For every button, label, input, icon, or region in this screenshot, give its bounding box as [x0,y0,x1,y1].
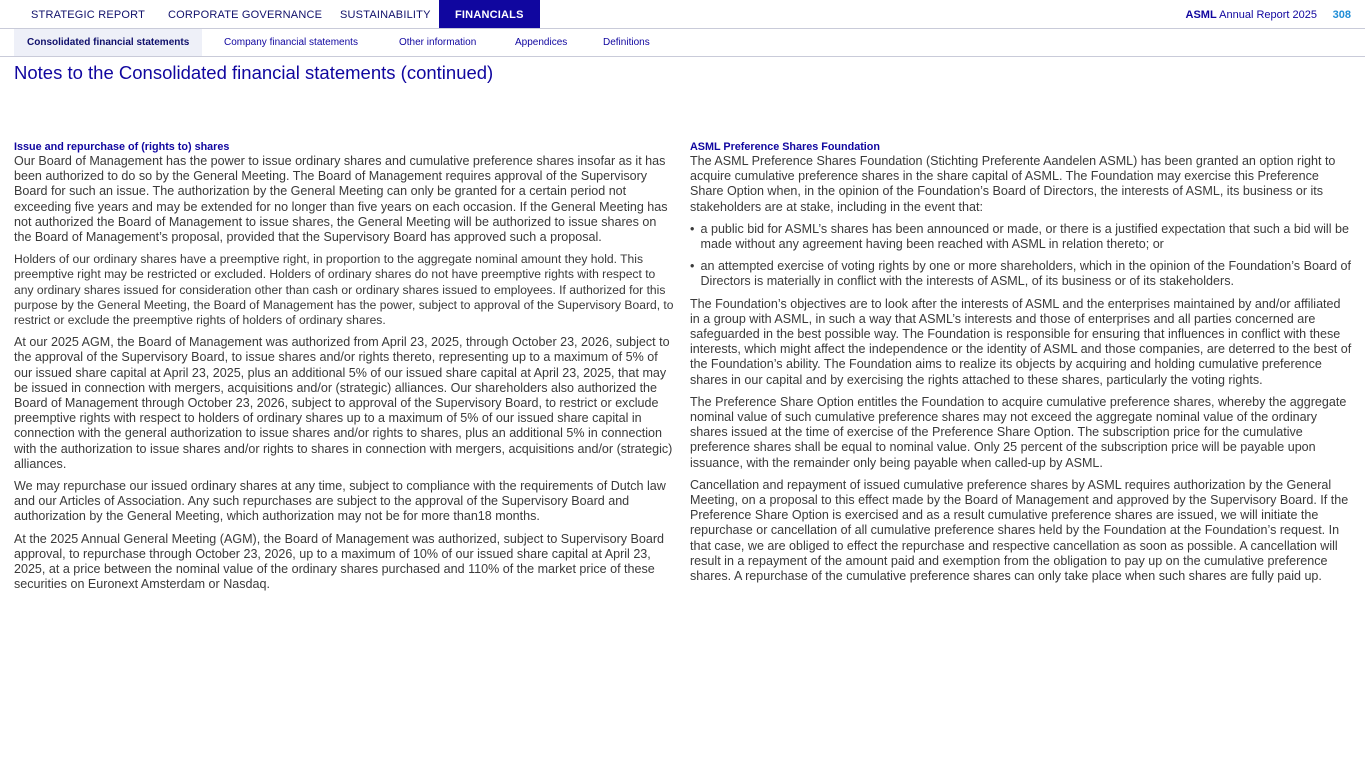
subnav-company-financial-statements[interactable]: Company financial statements [224,37,358,48]
tab-strategic-report[interactable]: STRATEGIC REPORT [31,9,146,21]
paragraph: We may repurchase our issued ordinary shares at any time, subject to compliance with the requirements of Dutch law and our Articles of Association. Any such repurchases are subject to the approval of the Supervisory Board and authorization by the General Meeting, which authorization may not be for more than18 months. [14,479,666,524]
list-item-text: an attempted exercise of voting rights by one or more shareholders, which in the opinion of the Foundation’s Board of Directors is materially in conflict with the interests of ASML, of its business or of its stakeholders. [700,259,1352,289]
bullet-icon: • [690,221,695,236]
list-item [690,259,1352,289]
report-brand[interactable] [1186,0,1317,28]
section-heading-preference-shares-foundation: ASML Preference Shares Foundation [690,141,880,153]
paragraph: The Foundation’s objectives are to look after the interests of ASML and the enterprises maintained by and/or affiliated in a group with ASML, in such a way that ASML’s interests and those of enterprises and all parties concerned are safeguarded in the best possible way. The Foundation is responsible for ensuring that influences in conflict with these interests, which might affect the independence or the identity of ASML and those companies, are deterred to the best of the Foundation’s ability. The Foundation aims to realize its objects by acquiring and holding cumulative preference shares in our capital and by exercising the rights attached to these shares, particularly the voting rights. [690,296,1352,387]
bullet-list [690,222,1352,290]
paragraph: The ASML Preference Shares Foundation (Stichting Preferente Aandelen ASML) has been granted an option right to acquire cumulative preference shares in the share capital of ASML. The Foundation may exercise this Preference Share Option when, in the opinion of the Foundation’s Board of Directors, the interests of ASML, its business or its stakeholders are at stake, including in the event that: [690,154,1336,214]
tab-financials[interactable]: FINANCIALS [439,0,540,28]
top-navigation [0,0,1365,29]
right-column [690,141,1352,591]
list-item [690,222,1352,252]
paragraph: At the 2025 Annual General Meeting (AGM), the Board of Management was authorized, subject to Supervisory Board approval, to repurchase through October 23, 2026, up to a maximum of 10% of our issued share capital at April 23, 2025, at a price between the nominal value of the ordinary shares purchased and 110% of the market price of these securities on Euronext Amsterdam or Nasdaq. [14,531,665,592]
tab-corporate-governance[interactable]: CORPORATE GOVERNANCE [168,9,323,21]
paragraph: At our 2025 AGM, the Board of Management was authorized from April 23, 2025, through October 23, 2026, subject to the approval of the Supervisory Board, to issue shares and/or rights thereto, representing up to a maximum of 5% of our issued share capital at April 23, 2025, plus an additional 5% of our issued share capital at April 23, 2025, that may be issued in connection with mergers, acquisitions and/or (strategic) alliances. Our shareholders also authorized the Board of Management through October 23, 2026, subject to approval of the Supervisory Board, to restrict or exclude preemptive rights with respect to holders of ordinary shares up to a maximum of 5% of our issued share capital in connection with the general authorization to issue shares and/or rights to shares, plus an additional 5% in connection with the authorization to issue shares and/or rights to shares in connection with mergers, acquisitions and/or (strategic) alliances. [14,335,673,471]
report-title: Annual Report 2025 [1219,9,1317,21]
section-heading-issue-repurchase: Issue and repurchase of (rights to) shares [14,141,230,153]
paragraph: The Preference Share Option entitles the Foundation to acquire cumulative preference shares, whereby the aggregate nominal value of such cumulative preference shares may not exceed the aggregate nominal value of the ordinary shares issued at the time of exercise of the Preference Share Option. The subscription price for the cumulative preference shares shall be equal to nominal value. Only 25 percent of the subscription price will be payable upon issuance, with the remainder only being payable when called-up by ASML. [690,394,1347,470]
subnav-consolidated-financial-statements[interactable]: Consolidated financial statements [14,29,202,56]
subnav-definitions[interactable]: Definitions [603,37,650,48]
paragraph: Our Board of Management has the power to issue ordinary shares and cumulative preference shares insofar as it has been authorized to do so by the General Meeting. The Board of Management requires approval of the Supervisory Board for such an issue. The authorization by the General Meeting can only be granted for a certain period not exceeding five years and may be extended for no longer than five years on each occasion. If the General Meeting has not authorized the Board of Management to issue shares, the General Meeting will be authorized to issue shares on the Board of Management’s proposal, provided that the Supervisory Board has approved such a proposal. [14,154,668,245]
paragraph: Holders of our ordinary shares have a preemptive right, in proportion to the aggregate nominal amount they hold. This preemptive right may be restricted or excluded. Holders of ordinary shares do not have preemptive rights with respect to any ordinary shares issued for consideration other than cash or ordinary shares issued to employees. If authorized for this purpose by the General Meeting, the Board of Management has the power, subject to approval of the Supervisory Board, to restrict or exclude the preemptive rights of holders of ordinary shares. [14,252,674,328]
list-item-text: a public bid for ASML’s shares has been announced or made, or there is a justified expectation that such a bid will be made without any agreement having been reached with ASML in relation thereto; or [700,221,1349,252]
tab-sustainability[interactable]: SUSTAINABILITY [340,9,431,21]
page-title: Notes to the Consolidated financial statements (continued) [14,62,494,83]
brand-name: ASML [1185,9,1217,21]
left-column [14,141,676,599]
bullet-icon: • [690,259,695,274]
paragraph: Cancellation and repayment of issued cumulative preference shares by ASML requires authorization by the General Meeting, on a proposal to this effect made by the Board of Management and approved by the Supervisory Board. If the Preference Share Option is exercised and as a result cumulative preference shares are issued, we will initiate the repurchase or cancellation of all cumulative preference shares held by the Foundation at the Foundation’s request. In that case, we are obliged to effect the repurchase and respective cancellation as soon as possible. A cancellation will result in a repayment of the amount paid and exemption from the obligation to pay up on the cumulative preference shares. A repurchase of the cumulative preference shares can only take place when such shares are fully paid up. [690,477,1349,584]
subnav-other-information[interactable]: Other information [399,37,477,48]
subnav-appendices[interactable]: Appendices [515,37,568,48]
sub-navigation [0,29,1365,57]
page-number: 308 [1332,9,1351,21]
